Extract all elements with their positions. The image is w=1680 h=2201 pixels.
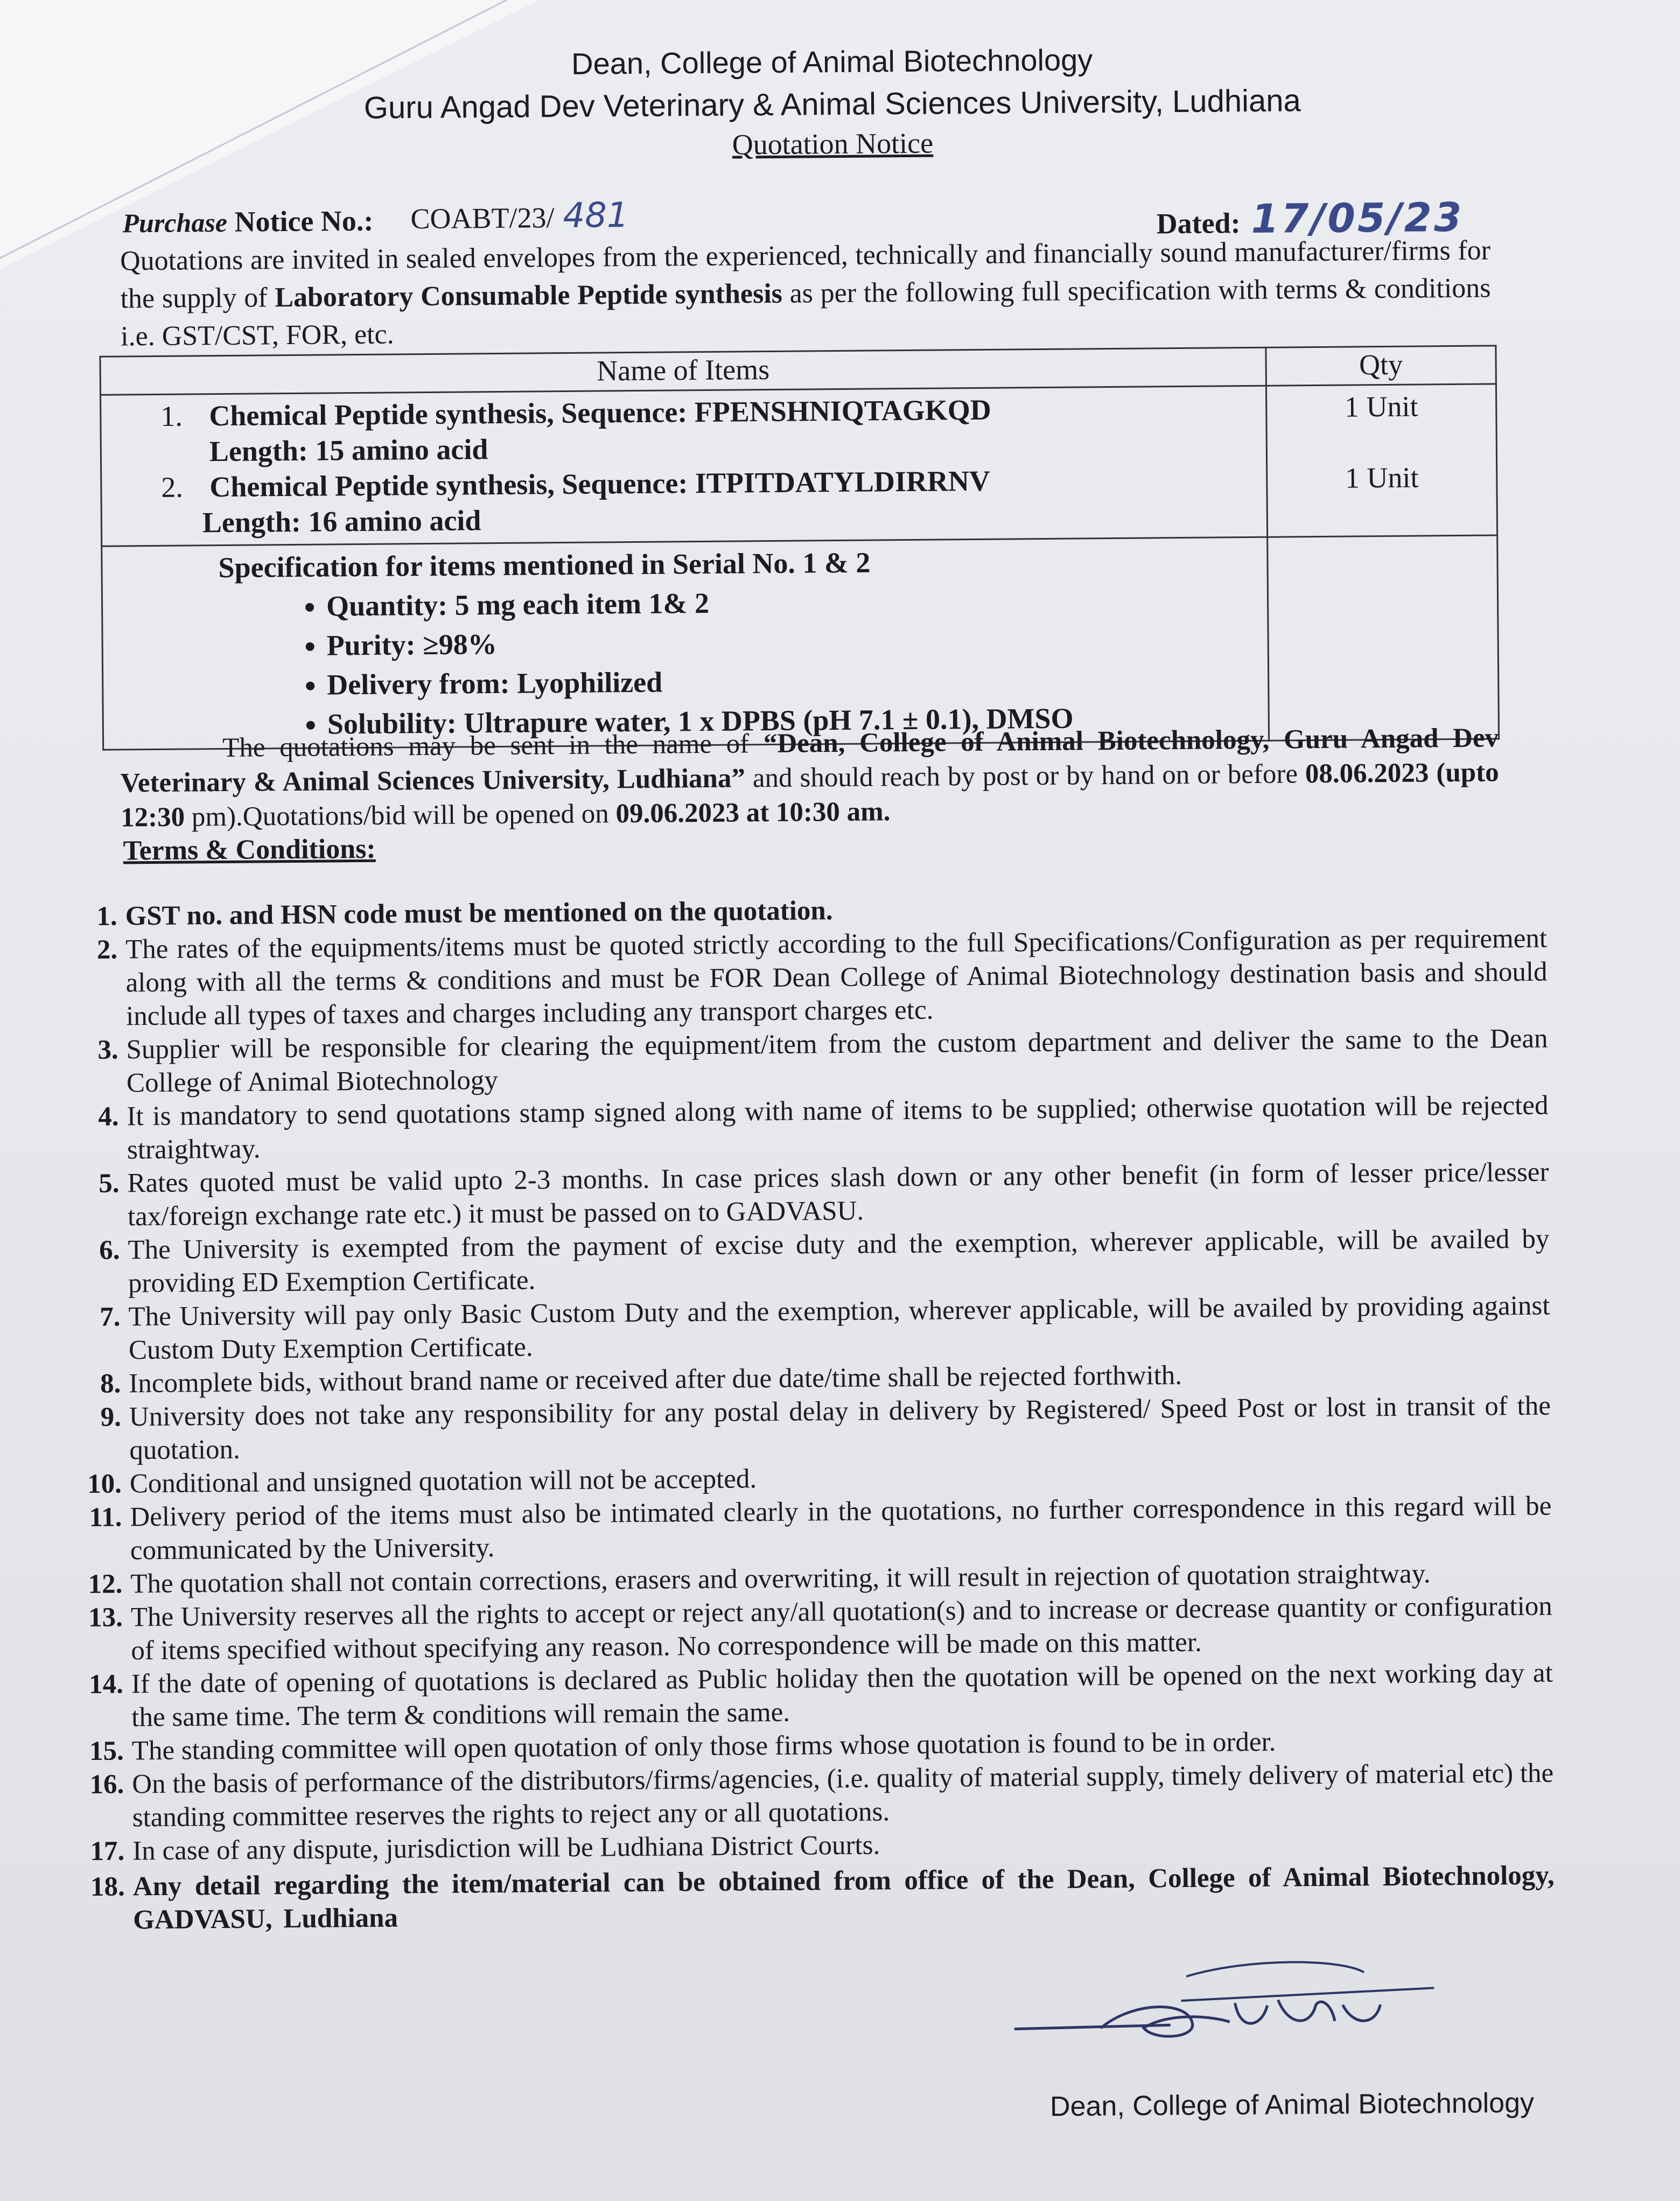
- notice-number-prefix: COABT/23/: [410, 201, 555, 235]
- term-number: 9.: [100, 1402, 122, 1433]
- send-t6: 09.06.2023 at 10:30 am.: [615, 796, 891, 829]
- qty-cell: [1266, 384, 1497, 537]
- intro-text-bold: Laboratory Consumable Peptide synthesis: [275, 278, 783, 313]
- item-2: [161, 461, 1266, 541]
- items-table: [99, 345, 1500, 750]
- spec-delivery: • Delivery from: Lyophilized: [327, 658, 1268, 705]
- term-18: [76, 1859, 1555, 1938]
- spec-qty-cell: [1268, 535, 1499, 740]
- term-text: University does not take any responsibility for any postal delay in delivery by Registered/ Speed Post or lost in transit of the quotation.: [129, 1391, 1551, 1466]
- terms-list: [68, 889, 1555, 1937]
- spec-cell: [102, 537, 1269, 750]
- term-number: 13.: [88, 1602, 123, 1633]
- notice-number-handwritten: 481: [563, 195, 629, 236]
- term-text: Rates quoted must be valid upto 2-3 months. In case prices slash down or any other benefit (in form of lesser price/lesser tax/foreign exchange rate etc.) it must be passed on to GADVASU.: [127, 1157, 1549, 1232]
- item-1-qty: 1 Unit: [1344, 390, 1418, 423]
- term-5: [71, 1156, 1549, 1234]
- intro-text-1: Quotations are invited in sealed envelopes from the experienced, technically and financially sound manufacturer/firms for the supply of: [120, 235, 1491, 315]
- term-13: [74, 1590, 1553, 1668]
- term-number: 5.: [99, 1168, 120, 1199]
- term-number: 15.: [89, 1736, 124, 1766]
- term-number: 8.: [100, 1368, 121, 1399]
- send-t2: “Dean, College of Animal Biotechnology, Guru Angad Dev Veterinary & Animal Sciences University, Ludhiana”: [120, 723, 1499, 799]
- item-1-num: 1.: [160, 400, 183, 432]
- dated-handwritten: 17/05/23: [1251, 194, 1464, 242]
- term-text: Any detail regarding the item/material can be obtained from office of the Dean, College of Animal Biotechnology, GADVASU, Ludhiana: [132, 1860, 1555, 1936]
- item-1-name: Chemical Peptide synthesis, Sequence: FPENSHNIQTAGKQD: [209, 393, 992, 432]
- intro-text-2: as per the following full specification with terms & conditions i.e. GST/CST, FOR, etc.: [120, 272, 1491, 352]
- term-text: The standing committee will open quotation of only those firms whose quotation is found to be in order.: [131, 1727, 1276, 1766]
- term-text: The University reserves all the rights to accept or reject any/all quotation(s) and to increase or decrease quantity or configuration of items specified without specifying any reason. No correspondence will be made on this matter.: [130, 1591, 1552, 1666]
- term-text: Incomplete bids, without brand name or received after due date/time shall be rejected forthwith.: [129, 1360, 1182, 1399]
- term-number: 11.: [89, 1502, 122, 1533]
- send-t1: The quotations may be sent in the name of: [222, 729, 764, 763]
- header-title: Quotation Notice: [732, 127, 934, 161]
- term-number: 10.: [87, 1469, 122, 1500]
- spec-row: [102, 535, 1499, 750]
- send-t3: and should reach by post or by hand on or before: [745, 759, 1306, 794]
- spec-purity: • Purity: ≥98%: [326, 619, 1267, 666]
- item-1-length: Length: 15 amino acid: [209, 433, 488, 468]
- item-1: [160, 390, 1265, 470]
- notice-number: [410, 195, 629, 237]
- terms-title: Terms & Conditions:: [123, 833, 376, 867]
- term-11: [73, 1490, 1552, 1568]
- term-text: In case of any dispute, jurisdiction will be Ludhiana District Courts.: [132, 1830, 880, 1867]
- term-number: 14.: [88, 1669, 124, 1700]
- item-2-num: 2.: [161, 471, 184, 504]
- term-number: 6.: [99, 1235, 120, 1266]
- notice-label: [122, 204, 373, 240]
- header-line-1: Dean, College of Animal Biotechnology: [571, 43, 1093, 81]
- term-text: Delivery period of the items must also be intimated clearly in the quotations, no further correspondence in this regard will be communicated by the University.: [130, 1491, 1552, 1566]
- send-t4: 08.06.2023 (upto 12:30: [120, 757, 1499, 833]
- spec-title: Specification for items mentioned in Serial No. 1 & 2: [218, 546, 871, 584]
- term-text: The rates of the equipments/items must be quoted strictly according to the full Specifications/Configuration as per requirement along with all the terms & conditions and must be FOR Dean College of Animal Biotechnology destination basis and should include all types of taxes and charges including any transport charges etc.: [125, 923, 1548, 1032]
- spec-quantity: • Quantity: 5 mg each item 1& 2: [326, 579, 1267, 626]
- intro-paragraph: [120, 232, 1492, 355]
- term-text: It is mandatory to send quotations stamp signed along with name of items to be supplied; otherwise quotation will be rejected straightway.: [127, 1090, 1549, 1165]
- spec-solubility: • Solubility: Ultrapure water, 1 x DPBS (pH 7.1 ± 0.1), DMSO: [327, 697, 1268, 744]
- term-number: 3.: [97, 1035, 118, 1065]
- term-text: Supplier will be responsible for clearing the equipment/item from the custom department and deliver the same to the Dean College of Animal Biotechnology: [126, 1023, 1548, 1099]
- term-text: GST no. and HSN code must be mentioned on the quotation.: [125, 896, 833, 932]
- send-paragraph: [120, 721, 1499, 835]
- term-number: 4.: [98, 1101, 119, 1132]
- item-2-name: Chemical Peptide synthesis, Sequence: ITPITDATYLDIRRNV: [209, 464, 991, 504]
- dated-label: Dated:: [1156, 207, 1241, 240]
- term-text: On the basis of performance of the distributors/firms/agencies, (i.e. quality of material supply, timely delivery of material etc) the standing committee reserves the rights to reject any or all quotations.: [132, 1758, 1554, 1833]
- term-14: [75, 1657, 1553, 1735]
- term-2: [69, 922, 1548, 1034]
- term-3: [69, 1022, 1548, 1101]
- signature-label: Dean, College of Animal Biotechnology: [1049, 2087, 1535, 2122]
- send-t5: pm).Quotations/bid will be opened on: [184, 799, 616, 833]
- term-number: 16.: [89, 1769, 124, 1800]
- term-text: The quotation shall not contain corrections, erasers and overwriting, it will result in rejection of quotation straightway.: [130, 1559, 1431, 1599]
- items-cell: [101, 386, 1268, 546]
- term-4: [70, 1089, 1549, 1168]
- term-9: [73, 1389, 1551, 1468]
- term-number: 12.: [88, 1569, 123, 1599]
- term-text: Conditional and unsigned quotation will not be accepted.: [129, 1464, 757, 1499]
- term-number: 1.: [96, 901, 117, 932]
- item-2-qty: 1 Unit: [1345, 461, 1419, 494]
- items-row: [101, 384, 1497, 546]
- spec-list: [219, 579, 1268, 745]
- item-2-length: Length: 16 amino acid: [202, 504, 481, 539]
- term-number: 17.: [90, 1836, 125, 1867]
- col-header-name: Name of Items: [100, 347, 1266, 395]
- term-number: 18.: [90, 1871, 125, 1902]
- term-number: 2.: [96, 934, 118, 965]
- term-text: If the date of opening of quotations is declared as Public holiday then the quotation will be opened on the next working day at the same time. The term & conditions will remain the same.: [131, 1658, 1553, 1733]
- term-text: The University is exempted from the payment of excise duty and the exemption, wherever applicable, will be availed by providing ED Exemption Certificate.: [128, 1224, 1550, 1299]
- notice-label-small: Purchase: [122, 207, 228, 239]
- signature: [1009, 1945, 1451, 2066]
- notice-label-main: Notice No.:: [234, 204, 374, 238]
- term-16: [75, 1757, 1554, 1835]
- term-7: [72, 1289, 1550, 1368]
- term-number: 7.: [99, 1302, 121, 1332]
- col-header-qty: Qty: [1266, 346, 1496, 386]
- term-text: The University will pay only Basic Custom Duty and the exemption, wherever applicable, will be availed by providing against Custom Duty Exemption Certificate.: [128, 1290, 1550, 1366]
- header-line-2: Guru Angad Dev Veterinary & Animal Sciences University, Ludhiana: [363, 83, 1301, 125]
- term-6: [71, 1222, 1550, 1301]
